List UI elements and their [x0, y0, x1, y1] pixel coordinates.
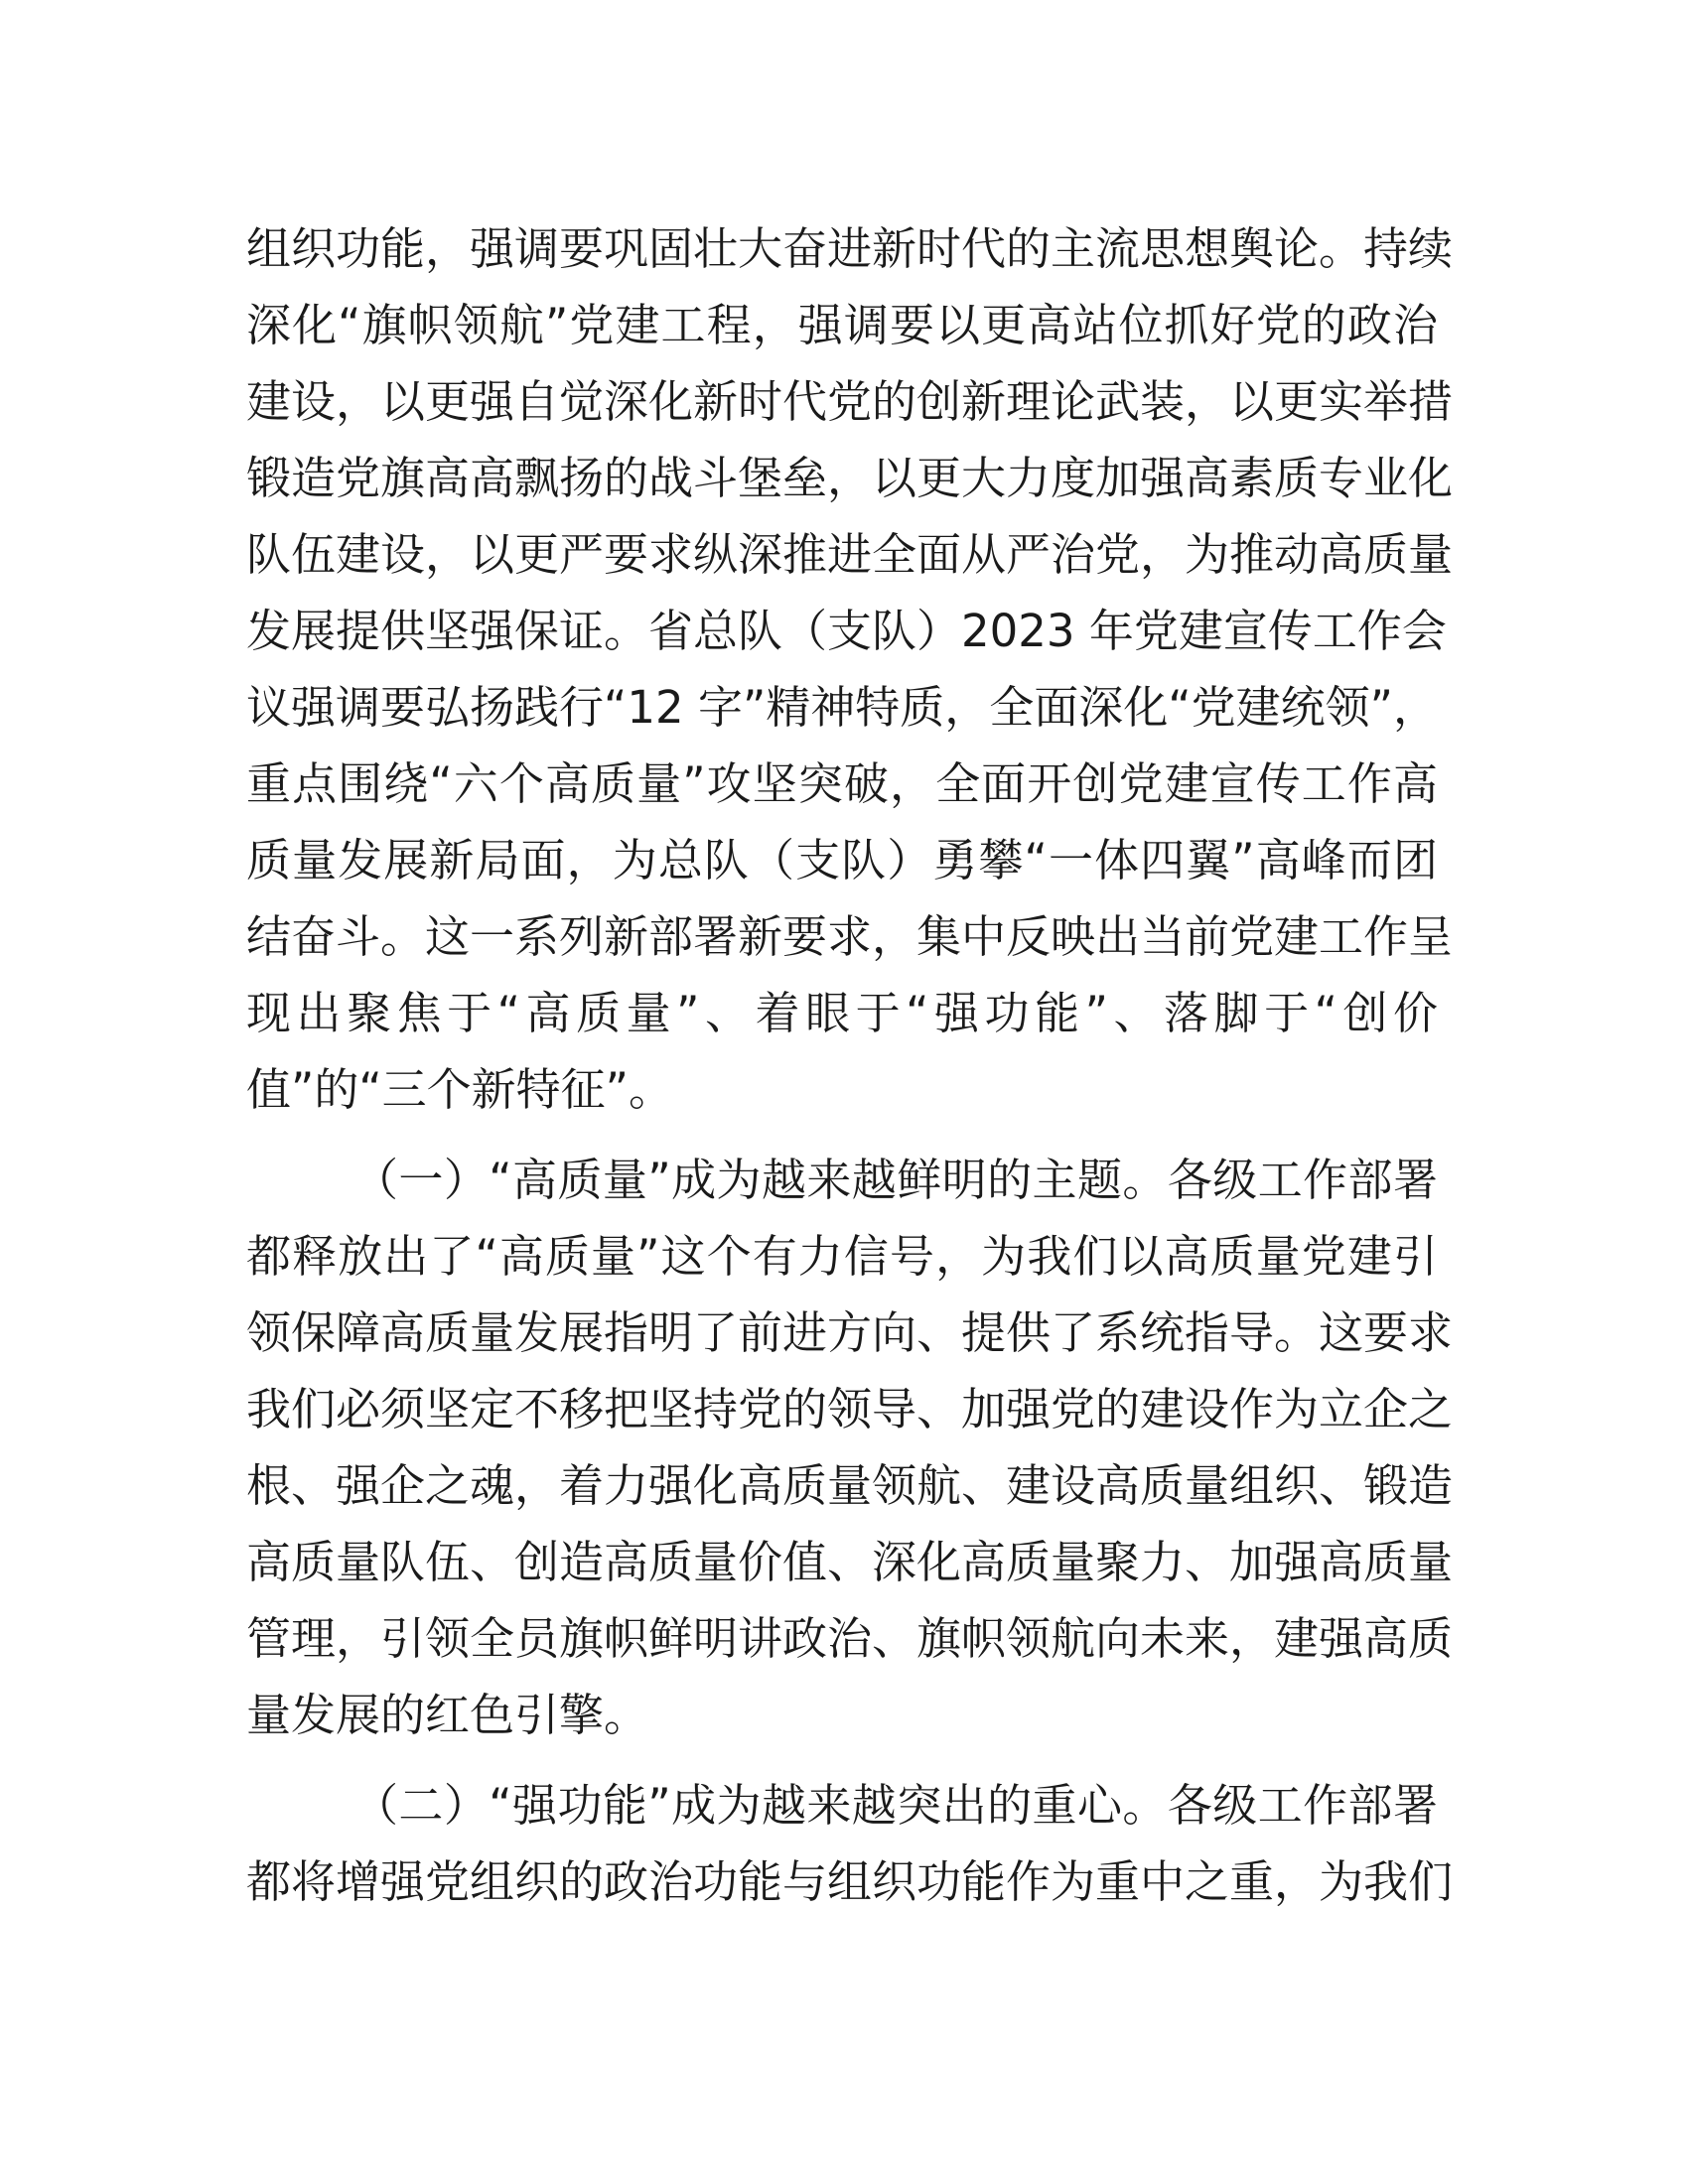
text-line: 质量发展新局面，为总队（支队）勇攀“一体四翼”高峰而团: [246, 834, 1438, 887]
text-line: 结奋斗。这一系列新部署新要求，集中反映出当前党建工作呈: [246, 910, 1454, 963]
paragraph-2: [246, 1142, 1454, 1753]
paragraph-spacer: [246, 1128, 1438, 1142]
text-line-last: 值”的“三个新特征”。: [246, 1063, 673, 1116]
text-line-last: 量发展的红色引擎。: [246, 1689, 649, 1741]
text-line: 锻造党旗高高飘扬的战斗堡垒，以更大力度加强高素质专业化: [246, 452, 1454, 504]
text-line: 发展提供坚强保证。省总队（支队）2023 年党建宣传工作会: [246, 605, 1447, 657]
text-line: 队伍建设，以更严要求纵深推进全面从严治党，为推动高质量: [246, 528, 1454, 581]
text-line: 议强调要弘扬践行“12 字”精神特质，全面深化“党建统领”，: [246, 681, 1438, 734]
text-line: 高质量队伍、创造高质量价值、深化高质量聚力、加强高质量: [246, 1536, 1454, 1588]
text-line: 现出聚焦于“高质量”、着眼于“强功能”、落脚于“创价: [246, 987, 1438, 1039]
text-line: 深化“旗帜领航”党建工程，强调要以更高站位抓好党的政治: [246, 299, 1438, 351]
document-body: [246, 210, 1454, 1920]
text-line: 根、强企之魂，着力强化高质量领航、建设高质量组织、锻造: [246, 1459, 1454, 1512]
text-line: 建设，以更强自觉深化新时代党的创新理论武装，以更实举措: [246, 375, 1454, 428]
paragraph-3: [246, 1767, 1454, 1920]
paragraph-1: [246, 210, 1454, 1128]
text-line-first-indented: （一）“高质量”成为越来越鲜明的主题。各级工作部署: [353, 1154, 1438, 1206]
text-line: 都将增强党组织的政治功能与组织功能作为重中之重，为我们: [246, 1855, 1454, 1908]
text-line: 领保障高质量发展指明了前进方向、提供了系统指导。这要求: [246, 1306, 1454, 1359]
text-line: 我们必须坚定不移把坚持党的领导、加强党的建设作为立企之: [246, 1383, 1454, 1435]
paragraph-spacer: [246, 1753, 1438, 1767]
text-line-first-indented: （二）“强功能”成为越来越突出的重心。各级工作部署: [353, 1779, 1438, 1832]
text-line: 管理，引领全员旗帜鲜明讲政治、旗帜领航向未来，建强高质: [246, 1612, 1454, 1665]
text-line: 组织功能，强调要巩固壮大奋进新时代的主流思想舆论。持续: [246, 222, 1454, 275]
text-line: 都释放出了“高质量”这个有力信号，为我们以高质量党建引: [246, 1230, 1438, 1283]
text-line: 重点围绕“六个高质量”攻坚突破，全面开创党建宣传工作高: [246, 757, 1438, 810]
